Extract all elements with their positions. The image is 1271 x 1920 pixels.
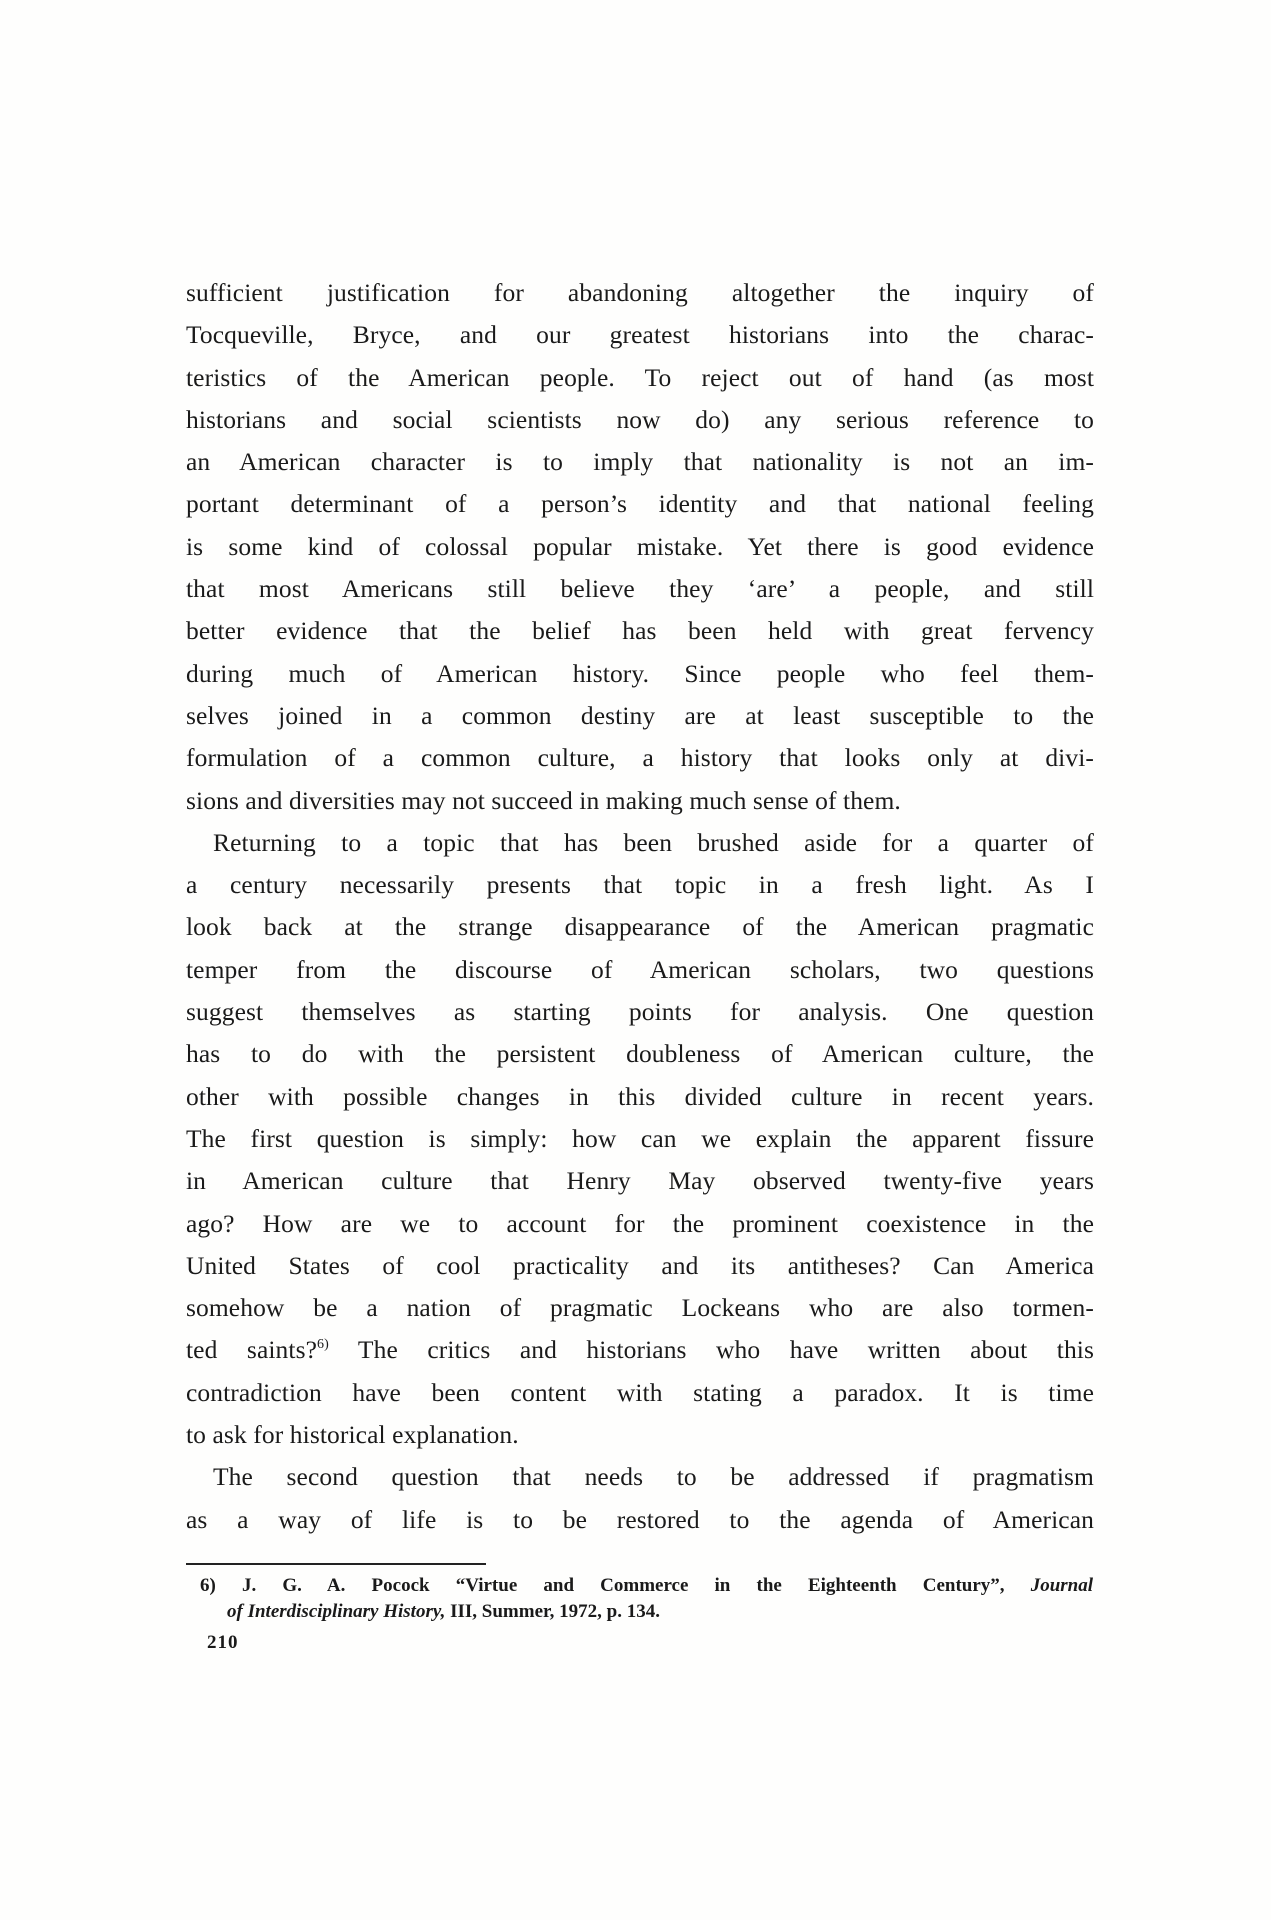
text-line: an American character is to imply that nationality is not an im- bbox=[186, 447, 1094, 477]
text-segment: ted saints? bbox=[186, 1335, 318, 1365]
text-line: United States of cool practicality and its antitheses? Can America bbox=[186, 1250, 1094, 1280]
text-line: selves joined in a common destiny are at least susceptible to the bbox=[186, 700, 1094, 730]
text-line: ago? How are we to account for the prominent coexistence in the bbox=[186, 1208, 1094, 1238]
text-line: suggest themselves as starting points for analysis. One question bbox=[186, 997, 1094, 1027]
text-line: teristics of the American people. To reject out of hand (as most bbox=[186, 362, 1094, 392]
footnote-marker: 6) bbox=[200, 1575, 216, 1596]
text-line: temper from the discourse of American scholars, two questions bbox=[186, 954, 1094, 984]
text-line: has to do with the persistent doubleness of American culture, the bbox=[186, 1039, 1094, 1069]
text-line: The second question that needs to be addressed if pragmatism bbox=[213, 1462, 1094, 1492]
text-line: Returning to a topic that has been brushed aside for a quarter of bbox=[213, 827, 1094, 857]
footnote-journal: of Interdisciplinary History, bbox=[227, 1601, 446, 1622]
footnote-reference[interactable]: 6) bbox=[317, 1337, 329, 1353]
text-line: sufficient justification for abandoning altogether the inquiry of bbox=[186, 278, 1094, 307]
text-line: to ask for historical explanation. bbox=[186, 1420, 519, 1450]
text-line: Tocqueville, Bryce, and our greatest historians into the charac- bbox=[186, 320, 1094, 350]
text-line: look back at the strange disappearance of the American pragmatic bbox=[186, 912, 1094, 942]
footnote-title: “Virtue and Commerce in the Eighteenth Century”, bbox=[455, 1575, 1005, 1596]
text-line: historians and social scientists now do) any serious reference to bbox=[186, 404, 1094, 434]
text-line: sions and diversities may not succeed in making much sense of them. bbox=[186, 785, 901, 815]
body-text bbox=[186, 272, 1094, 1541]
footnote-details: III, Summer, 1972, p. 134. bbox=[450, 1601, 661, 1622]
text-line: that most Americans still believe they ‘are’ a people, and still bbox=[186, 574, 1094, 604]
text-line: other with possible changes in this divided culture in recent years. bbox=[186, 1081, 1094, 1111]
footnote-journal: Journal bbox=[1030, 1575, 1093, 1596]
text-line: contradiction have been content with stating a paradox. It is time bbox=[186, 1377, 1094, 1407]
text-segment: The critics and historians who have written about this bbox=[357, 1335, 1095, 1365]
page-number: 210 bbox=[207, 1632, 239, 1653]
text-line bbox=[186, 1329, 1094, 1371]
text-line: is some kind of colossal popular mistake. Yet there is good evidence bbox=[186, 531, 1094, 561]
footnotes bbox=[200, 1573, 1093, 1625]
text-line: The first question is simply: how can we explain the apparent fissure bbox=[186, 1123, 1094, 1153]
text-line: better evidence that the belief has been held with great fervency bbox=[186, 616, 1094, 646]
text-line: formulation of a common culture, a history that looks only at divi- bbox=[186, 743, 1094, 773]
text-line: in American culture that Henry May observed twenty-five years bbox=[186, 1166, 1094, 1196]
footnote-author: J. G. A. Pocock bbox=[241, 1575, 430, 1596]
text-line: during much of American history. Since people who feel them- bbox=[186, 658, 1094, 688]
text-line: somehow be a nation of pragmatic Lockeans who are also tormen- bbox=[186, 1293, 1094, 1323]
text-line: portant determinant of a person’s identity and that national feeling bbox=[186, 489, 1094, 519]
footnote bbox=[200, 1573, 1093, 1599]
text-line: as a way of life is to be restored to the agenda of American bbox=[186, 1504, 1094, 1534]
text-line: a century necessarily presents that topic in a fresh light. As I bbox=[186, 870, 1094, 900]
footnote-divider bbox=[186, 1563, 486, 1565]
footnote-continuation bbox=[200, 1599, 1093, 1625]
